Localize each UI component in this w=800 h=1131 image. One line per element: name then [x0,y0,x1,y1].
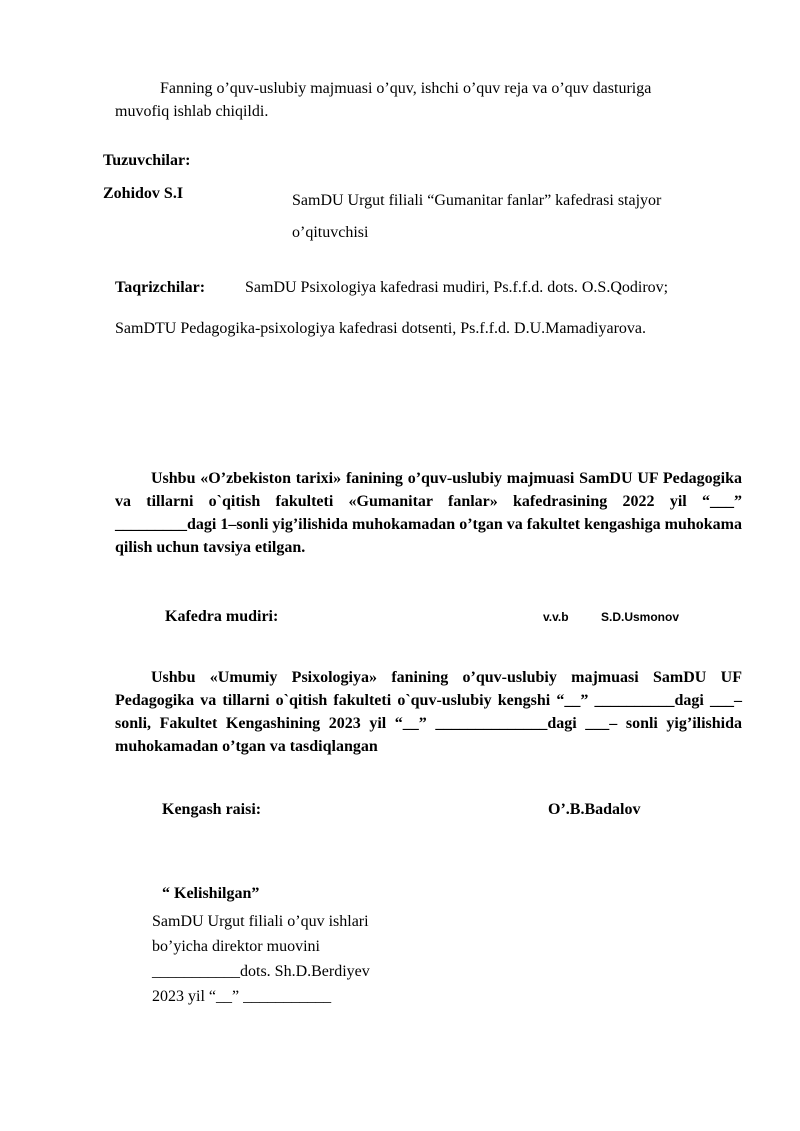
author-position [292,185,661,249]
council-chair-label: Kengash raisi: [162,801,262,818]
agreed-line-1: SamDU Urgut filiali o’quv ishlari [152,913,369,930]
council-approval-paragraph: Ushbu «Umumiy Psixologiya» fanining o’quv-uslubiy majmuasi SamDU UF Pedagogika va tillarni o`qitish fakulteti o`quv-uslubiy kengshi “__” __________dagi ___– sonli, Fakultet Kengashining 2023 yil “__” ______________dagi ___– sonli yig’ilishida muhokamadan o’tgan va tasdiqlangan [115,669,742,755]
reviewer-2: SamDTU Pedagogika-psixologiya kafedrasi dotsenti, Ps.f.f.d. D.U.Mamadiyarova. [115,320,647,337]
council-chair-name: O’.B.Badalov [548,801,641,818]
intro-paragraph [115,77,745,123]
author-position-line-1: SamDU Urgut filiali “Gumanitar fanlar” kafedrasi stajyor [292,192,662,209]
authors-heading: Tuzuvchilar: [103,152,191,169]
author-position-line-2: o’qituvchisi [292,224,369,241]
reviewer-1: SamDU Psixologiya kafedrasi mudiri, Ps.f.f.d. dots. O.S.Qodirov; [245,279,669,296]
reviewers-heading: Taqrizchilar: [115,279,206,296]
agreed-line-3: ___________dots. Sh.D.Berdiyev [152,963,370,980]
department-head-label: Kafedra mudiri: [165,608,279,625]
intro-line-2: muvofiq ishlab chiqildi. [115,103,269,120]
agreed-heading: “ Kelishilgan” [162,885,260,902]
agreed-block [152,909,370,1009]
author-name: Zohidov S.I [103,185,184,202]
agreed-line-2: bo’yicha direktor muovini [152,938,320,955]
agreed-line-4: 2023 yil “__” ___________ [152,988,332,1005]
department-head-name: S.D.Usmonov [601,610,680,624]
intro-line-1: Fanning o’quv-uslubiy majmuasi o’quv, ishchi o’quv reja va o’quv dasturiga [160,80,652,97]
department-approval-paragraph: Ushbu «O’zbekiston tarixi» fanining o’quv-uslubiy majmuasi SamDU UF Pedagogika va tillarni o`qitish fakulteti «Gumanitar fanlar» kafedrasining 2022 yil “___” _________dagi 1–sonli yig’ilishida muhokamadan o’tgan va fakultet kengashiga muhokama qilish uchun tavsiya etilgan. [115,470,742,556]
department-head-prefix: v.v.b [543,610,569,624]
